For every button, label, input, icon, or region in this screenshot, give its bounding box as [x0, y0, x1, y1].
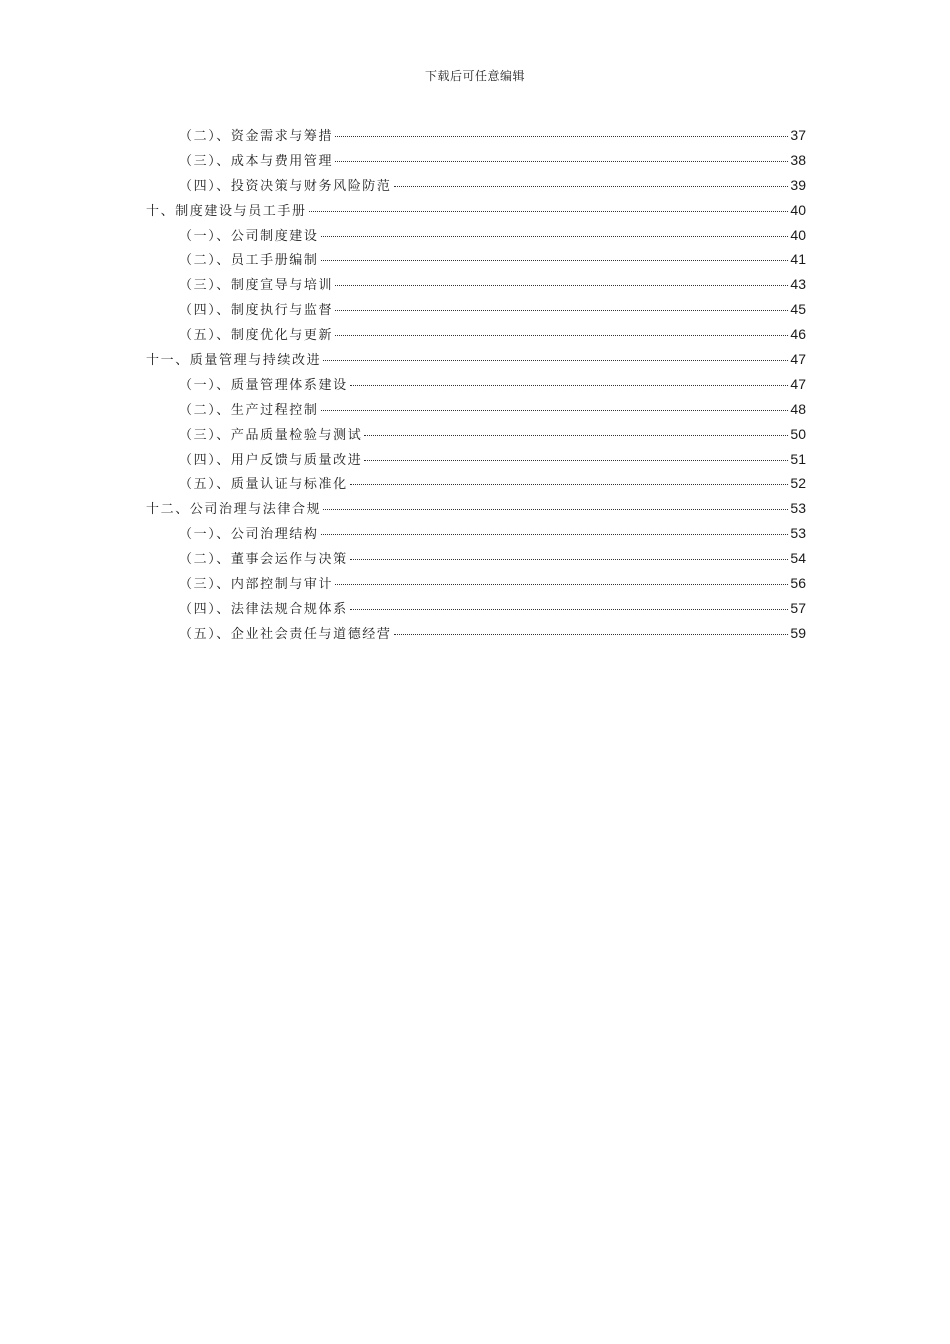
toc-page-number: 48 — [790, 400, 806, 417]
toc-section-entry[interactable] — [146, 548, 806, 573]
toc-dot-leader — [321, 236, 789, 237]
toc-page-number: 40 — [790, 226, 806, 243]
toc-entry-label: （一）、公司治理结构 — [179, 527, 319, 543]
toc-chapter-entry[interactable] — [146, 349, 806, 374]
toc-section-entry[interactable] — [146, 523, 806, 548]
toc-dot-leader — [350, 609, 789, 610]
toc-page-number: 50 — [790, 425, 806, 442]
toc-dot-leader — [335, 136, 788, 137]
toc-page-number: 40 — [790, 201, 806, 218]
toc-page-number: 59 — [790, 624, 806, 641]
page-header: 下载后可任意编辑 — [424, 69, 525, 83]
toc-section-entry[interactable] — [146, 299, 806, 324]
toc-entry-label: 十、制度建设与员工手册 — [146, 203, 307, 219]
toc-entry-label: （四）、法律法规合规体系 — [179, 601, 348, 617]
toc-page-number: 53 — [790, 525, 806, 542]
toc-entry-label: （二）、董事会运作与决策 — [179, 552, 348, 568]
toc-dot-leader — [323, 360, 788, 361]
toc-page-number: 38 — [790, 151, 806, 168]
toc-entry-label: （二）、生产过程控制 — [179, 402, 319, 418]
toc-dot-leader — [335, 335, 788, 336]
toc-entry-label: 十二、公司治理与法律合规 — [146, 502, 322, 518]
toc-section-entry[interactable] — [146, 623, 806, 648]
toc-entry-label: （四）、用户反馈与质量改进 — [179, 452, 363, 468]
toc-dot-leader — [321, 260, 789, 261]
toc-entry-label: （三）、制度宣导与培训 — [179, 278, 334, 294]
toc-section-entry[interactable] — [146, 449, 806, 474]
toc-page-number: 45 — [790, 301, 806, 318]
toc-section-entry[interactable] — [146, 249, 806, 274]
toc-chapter-entry[interactable] — [146, 200, 806, 225]
toc-section-entry[interactable] — [146, 573, 806, 598]
toc-page-number: 54 — [790, 550, 806, 567]
toc-section-entry[interactable] — [146, 473, 806, 498]
toc-dot-leader — [350, 484, 789, 485]
toc-section-entry[interactable] — [146, 324, 806, 349]
toc-dot-leader — [364, 435, 788, 436]
toc-page-number: 53 — [790, 500, 806, 517]
toc-entry-label: （五）、制度优化与更新 — [179, 328, 334, 344]
toc-entry-label: （三）、产品质量检验与测试 — [179, 427, 363, 443]
toc-dot-leader — [335, 310, 788, 311]
toc-page-number: 51 — [790, 450, 806, 467]
toc-page-number: 52 — [790, 475, 806, 492]
toc-entry-label: （一）、公司制度建设 — [179, 228, 319, 244]
toc-section-entry[interactable] — [146, 274, 806, 299]
toc-dot-leader — [323, 509, 788, 510]
toc-page-number: 41 — [790, 251, 806, 268]
toc-dot-leader — [321, 534, 789, 535]
toc-dot-leader — [335, 161, 788, 162]
toc-page-number: 47 — [790, 375, 806, 392]
toc-dot-leader — [335, 584, 788, 585]
toc-section-entry[interactable] — [146, 125, 806, 150]
toc-section-entry[interactable] — [146, 399, 806, 424]
toc-entry-label: （三）、内部控制与审计 — [179, 577, 334, 593]
toc-dot-leader — [394, 186, 789, 187]
table-of-contents — [146, 125, 806, 648]
toc-page-number: 43 — [790, 276, 806, 293]
toc-dot-leader — [335, 285, 788, 286]
toc-section-entry[interactable] — [146, 225, 806, 250]
toc-entry-label: （二）、资金需求与筹措 — [179, 129, 334, 144]
toc-chapter-entry[interactable] — [146, 498, 806, 523]
toc-dot-leader — [364, 460, 788, 461]
toc-section-entry[interactable] — [146, 598, 806, 623]
toc-page-number: 39 — [790, 176, 806, 193]
toc-section-entry[interactable] — [146, 374, 806, 399]
toc-dot-leader — [321, 410, 789, 411]
toc-entry-label: （一）、质量管理体系建设 — [179, 377, 348, 393]
toc-dot-leader — [309, 211, 789, 212]
toc-entry-label: （四）、投资决策与财务风险防范 — [179, 178, 392, 194]
toc-section-entry[interactable] — [146, 424, 806, 449]
toc-entry-label: （四）、制度执行与监督 — [179, 303, 334, 319]
toc-page-number: 46 — [790, 326, 806, 343]
toc-page-number: 57 — [790, 599, 806, 616]
toc-entry-label: （五）、企业社会责任与道德经营 — [179, 626, 392, 642]
toc-entry-label: （三）、成本与费用管理 — [179, 153, 334, 169]
toc-dot-leader — [350, 559, 789, 560]
toc-page-number: 47 — [790, 351, 806, 368]
toc-page-number: 56 — [790, 575, 806, 592]
toc-page-number: 37 — [790, 127, 806, 143]
toc-dot-leader — [350, 385, 789, 386]
toc-entry-label: 十一、质量管理与持续改进 — [146, 353, 322, 369]
toc-section-entry[interactable] — [146, 175, 806, 200]
toc-dot-leader — [394, 634, 789, 635]
toc-entry-label: （五）、质量认证与标准化 — [179, 477, 348, 493]
toc-entry-label: （二）、员工手册编制 — [179, 253, 319, 269]
toc-section-entry[interactable] — [146, 150, 806, 175]
